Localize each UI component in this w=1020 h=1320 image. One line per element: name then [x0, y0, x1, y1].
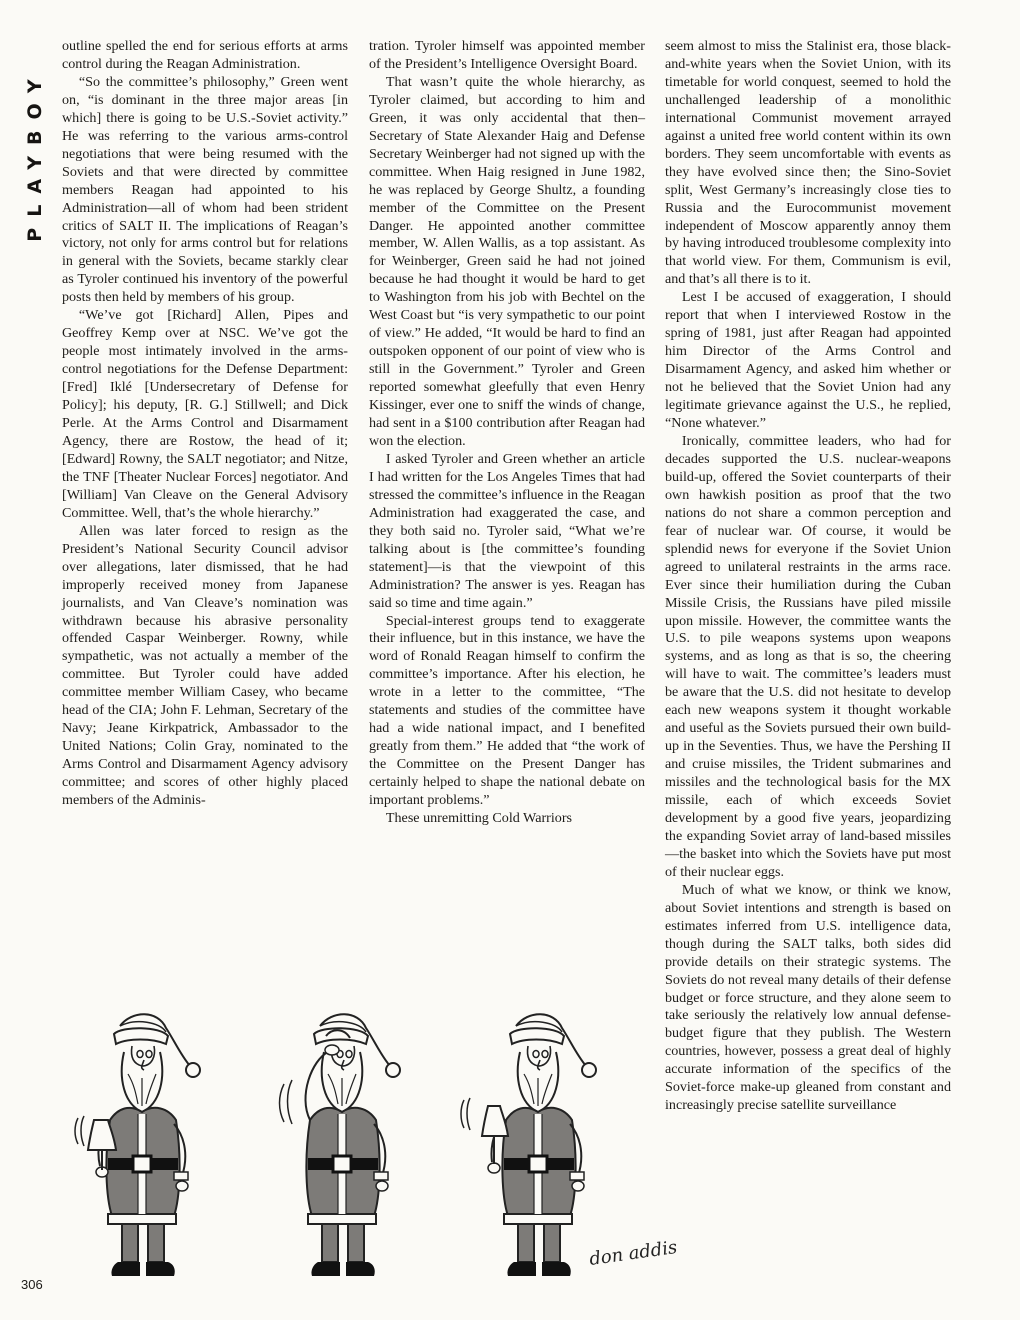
santa-figure-3	[461, 1014, 596, 1276]
santa-cartoon	[62, 1000, 679, 1282]
paragraph: That wasn’t quite the whole hierarchy, as Tyroler claimed, but according to him and Green, it was only accidental that then–Secretary of State Alexander Haig and Defense Secretary Weinberger had not signed up with the committee. When Haig resigned in June 1982, he was replaced by George Shultz, a founding member of the Committee on the Present Danger. He appointed another committee member, W. Allen Wallis, as a top assistant. As for Weinberger, Green said he had not joined because he had thought it would be hard to get to Washington from his job with Bechtel on the West Coast but “is very sympathetic to our point of view.” He added, “It would be hard to find an outspoken opponent of our point of view who is still in the Government.” Tyroler and Green reported somewhat gleefully that even Henry Kissinger, ever one to sniff the winds of change, had sent in a $100 contribution after Reagan had won the election.	[369, 73, 645, 449]
article-column-3	[665, 38, 951, 1115]
paragraph: Much of what we know, or think we know, about Soviet intentions and strength is based on estimates inferred from U.S. intelligence data, though during the SALT talks, both sides did provide details on their strategic systems. The Soviets do not reveal many details of their defense budget or force structure, and they alone seem to take seriously the relatively low annual defense-budget figure that they publish. The Western countries, however, possess a great deal of highly accurate information of the specifics of the Soviet-force make-up gleaned from constant and increasingly precise satellite surveillance	[665, 881, 951, 1114]
paragraph: outline spelled the end for serious efforts at arms control during the Reagan Administration.	[62, 38, 348, 72]
paragraph: “We’ve got [Richard] Allen, Pipes and Geoffrey Kemp over at NSC. We’ve got the people most intimately involved in the arms-control negotiations for the Defense Department: [Fred] Iklé [Undersecretary of Defense for Policy]; his deputy, [R. G.] Stillwell; and Dick Perle. At the Arms Control and Disarmament Agency, there are Rostow, the head of it; [Edward] Rowny, the SALT negotiator; and Nitze, the TNF [Theater Nuclear Forces] negotiator. And [William] Van Cleave on the General Advisory Committee. Well, that’s the whole hierarchy.”	[62, 307, 348, 521]
cartoon-signature: don addis	[587, 1236, 679, 1271]
paragraph: I asked Tyroler and Green whether an article I had written for the Los Angeles Times that had stressed the committee’s influence in the Reagan Administration had exaggerated the case, and they both said no. Tyroler said, “What we’re talking about is [the committee’s founding statement]—is that the viewpoint of this Administration? The answer is yes. Reagan has said so time and time again.”	[369, 450, 645, 611]
paragraph: tration. Tyroler himself was appointed member of the President’s Intelligence Oversight Board.	[369, 38, 645, 72]
article-column-1	[62, 38, 348, 810]
paragraph: These unremitting Cold Warriors	[385, 809, 573, 826]
masthead	[20, 40, 50, 270]
paragraph: Allen was later forced to resign as the President’s National Security Council advisor over allegations, later dismissed, that he had improperly received money from Japanese journalists, and Van Cleave’s nomination was withdrawn because his abrasive personality offended Caspar Weinberger. Rowny, while sympathetic, was not actually a member of the committee. But Tyroler could have added committee member William Casey, who became head of the CIA; John F. Lehman, Secretary of the Navy; Jeane Kirkpatrick, Ambassador to the United Nations; Colin Gray, nominated to the Arms Control and Disarmament Agency advisory committee; and scores of other highly placed members of the Adminis-	[62, 522, 348, 809]
page-number: 306	[21, 1277, 43, 1292]
paragraph: seem almost to miss the Stalinist era, those black-and-white years when the Soviet Union, with its timetable for world conquest, seemed to hold the unchallenged leadership of a monolithic international Communist movement arrayed against a united free world content within its own borders. They seem uncomfortable with events as they have evolved since then; the Sino-Soviet split, West Germany’s increasingly close ties to Russia and the Eurocommunist movement independent of Moscow apparently annoy them by having introduced troublesome complexity into that world view. For them, Communism is evil, and that’s all there is to it.	[665, 38, 951, 288]
paragraph: Special-interest groups tend to exaggerate their influence, but in this instance, we have the word of Ronald Reagan himself to confirm the committee’s importance. After his election, he wrote in a letter to the committee, “The statements and studies of the committee have had a wide national impact, and I benefited greatly from them.” He added that “the work of the Committee on the Present Danger has certainly helped to shape the national debate on important problems.”	[369, 612, 645, 809]
article-column-2	[369, 38, 645, 828]
masthead-logo: PLAYBOY	[24, 68, 46, 242]
paragraph: Lest I be accused of exaggeration, I should report that when I interviewed Rostow in the spring of 1981, just after Reagan had appointed him Director of the Arms Control and Disarmament Agency, and asked him whether or not he believed that the Soviet Union had any legitimate grievance against the U.S., he replied, “None whatever.”	[665, 289, 951, 432]
paragraph: “So the committee’s philosophy,” Green went on, “is dominant in the three major areas [in which] there is going to be U.S.-Soviet activity.” He was referring to the various arms-control negotiations that were being resumed with the Soviets and that were directed by committee members Reagan had appointed to his Administration—all of whom had been strident critics of SALT II. The implications of Reagan’s victory, not only for arms control but for relations in general with the Soviets, became starkly clear as Tyroler continued his inventory of the powerful posts then held by members of his group.	[62, 73, 348, 306]
santa-figure-2	[280, 1014, 401, 1276]
santa-figure-1	[75, 1014, 200, 1276]
paragraph: Ironically, committee leaders, who had for decades supported the U.S. nuclear-weapons build-up, offered the Soviet counterparts of their own hawkish position as proof that the two nations do not share a common perception and fear of nuclear war. Of course, it would be splendid news for everyone if the Soviet Union agreed to unilateral restraints in the arms race. Ever since their humiliation during the Cuban Missile Crisis, the Russians have piled missile upon missile. However, the committee wants the U.S. to pile weapons systems upon weapons systems, and as long as that is so, the cheering will have to wait. The committee’s leaders must be aware that the U.S. did not hesitate to develop each new weapons system it thought workable and useful as the Soviets pursued their own build-up in the Seventies. Thus, we have the Pershing II and cruise missiles, the Trident submarines and missiles and the technological basis for the MX missile, each of which exceeds Soviet development by a good five years, jeopardizing the expanding Soviet array of land-based missiles—the basket into which the Soviets have put most of their nuclear eggs.	[665, 432, 951, 880]
